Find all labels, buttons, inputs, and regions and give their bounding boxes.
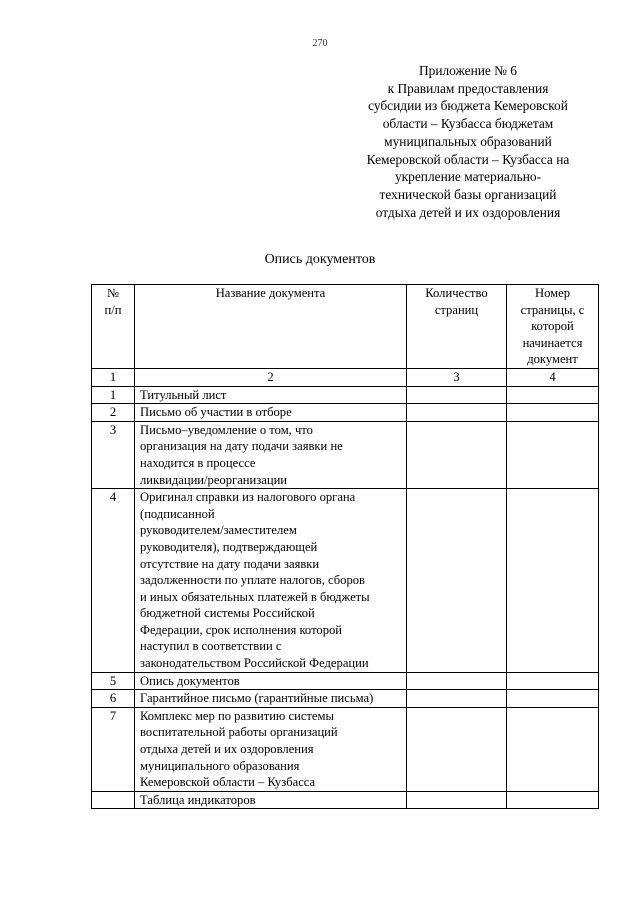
header-line: Номер	[534, 286, 570, 300]
document-name-line: воспитательной работы организаций	[140, 725, 338, 740]
header-line: п/п	[104, 302, 122, 317]
document-name-line: отдыха детей и их оздоровления	[140, 742, 314, 757]
document-name	[135, 404, 407, 422]
document-name	[135, 690, 407, 708]
document-name-line: руководителем/заместителем	[140, 523, 297, 538]
row-number: 3	[92, 421, 135, 488]
table-header-row	[92, 285, 599, 369]
documents-table	[91, 284, 599, 809]
row-number: 5	[92, 672, 135, 690]
document-name	[135, 421, 407, 488]
document-name-line: бюджетной системы Российской	[140, 606, 315, 621]
column-number: 2	[135, 368, 407, 386]
appendix-line: технической базы организаций	[379, 186, 557, 202]
document-name-line: законодательством Российской Федерации	[140, 656, 369, 671]
header-line: начинается	[522, 335, 583, 350]
table-row	[92, 489, 599, 673]
row-number	[92, 791, 135, 809]
start-page-cell[interactable]	[507, 386, 599, 404]
document-name-line: Письмо–уведомление о том, что	[140, 422, 313, 437]
row-number: 4	[92, 489, 135, 673]
table-row	[92, 404, 599, 422]
table-row	[92, 707, 599, 791]
column-number-row	[92, 368, 599, 386]
document-name-line: Комплекс мер по развитию системы	[140, 708, 334, 723]
appendix-line: отдыха детей и их оздоровления	[375, 204, 561, 220]
page-count-cell[interactable]	[407, 672, 507, 690]
document-name-line: муниципального образования	[140, 758, 300, 773]
document-name	[135, 791, 407, 809]
document-name-line: Кемеровской области – Кузбасса	[140, 775, 316, 790]
document-name	[135, 707, 407, 791]
document-name-line: Письмо об участии в отборе	[140, 405, 292, 420]
document-name-line: наступил в соответствии с	[140, 639, 282, 654]
header-line: №	[106, 286, 120, 300]
table-row	[92, 791, 599, 809]
header-num	[92, 285, 135, 369]
row-number: 1	[92, 386, 135, 404]
document-name	[135, 489, 407, 673]
start-page-cell[interactable]	[507, 404, 599, 422]
appendix-line: Кемеровской области – Кузбасса на	[366, 151, 570, 167]
document-name-line: организация на дату подачи заявки не	[140, 439, 343, 454]
document-name-line: Титульный лист	[140, 387, 227, 402]
appendix-line: укрепление материально-	[394, 169, 542, 185]
document-name-line: и иных обязательных платежей в бюджеты	[140, 589, 370, 604]
document-name	[135, 672, 407, 690]
start-page-cell[interactable]	[507, 707, 599, 791]
page-count-cell[interactable]	[407, 386, 507, 404]
header-line: страниц	[434, 302, 479, 317]
document-name-line: задолженности по уплате налогов, сборов	[140, 573, 365, 588]
appendix-header	[340, 62, 596, 221]
document-name-line: отсутствие на дату подачи заявки	[140, 556, 320, 571]
column-number: 3	[407, 368, 507, 386]
start-page-cell[interactable]	[507, 421, 599, 488]
document-name-line: Федерации, срок исполнения которой	[140, 622, 343, 637]
document-name-line: (подписанной	[140, 506, 215, 521]
row-number: 6	[92, 690, 135, 708]
table-row	[92, 690, 599, 708]
table-row	[92, 421, 599, 488]
row-number: 7	[92, 707, 135, 791]
document-name	[135, 386, 407, 404]
page-number: 270	[312, 38, 328, 49]
document-name-line: находится в процессе	[140, 455, 256, 470]
appendix-line: муниципальных образований	[384, 133, 552, 149]
start-page-cell[interactable]	[507, 690, 599, 708]
header-pages	[407, 285, 507, 369]
document-title: Опись документов	[264, 252, 376, 267]
header-start-page	[507, 285, 599, 369]
page-count-cell[interactable]	[407, 489, 507, 673]
page-count-cell[interactable]	[407, 707, 507, 791]
header-line: Название документа	[215, 286, 326, 300]
document-name-line: Опись документов	[140, 673, 240, 688]
column-number: 4	[507, 368, 599, 386]
page-count-cell[interactable]	[407, 690, 507, 708]
document-name-line: Гарантийное письмо (гарантийные письма)	[140, 691, 374, 706]
appendix-line: к Правилам предоставления	[387, 80, 549, 96]
document-name-line: руководителя), подтверждающей	[140, 539, 318, 554]
header-line: документ	[527, 352, 578, 367]
header-name	[135, 285, 407, 369]
start-page-cell[interactable]	[507, 489, 599, 673]
document-name-line: Оригинал справки из налогового органа	[140, 490, 356, 505]
appendix-line: области – Кузбасса бюджетам	[382, 116, 554, 132]
appendix-line: субсидии из бюджета Кемеровской	[368, 98, 568, 114]
document-name-line: Таблица индикаторов	[140, 792, 256, 807]
header-line: которой	[531, 319, 574, 334]
start-page-cell[interactable]	[507, 791, 599, 809]
page-count-cell[interactable]	[407, 404, 507, 422]
page-count-cell[interactable]	[407, 791, 507, 809]
table-row	[92, 672, 599, 690]
table-row	[92, 386, 599, 404]
document-name-line: ликвидации/реорганизации	[140, 472, 288, 487]
appendix-line: Приложение № 6	[418, 63, 518, 78]
header-line: Количество	[425, 286, 488, 300]
page-count-cell[interactable]	[407, 421, 507, 488]
row-number: 2	[92, 404, 135, 422]
column-number: 1	[92, 368, 135, 386]
header-line: страницы, с	[520, 302, 585, 317]
start-page-cell[interactable]	[507, 672, 599, 690]
